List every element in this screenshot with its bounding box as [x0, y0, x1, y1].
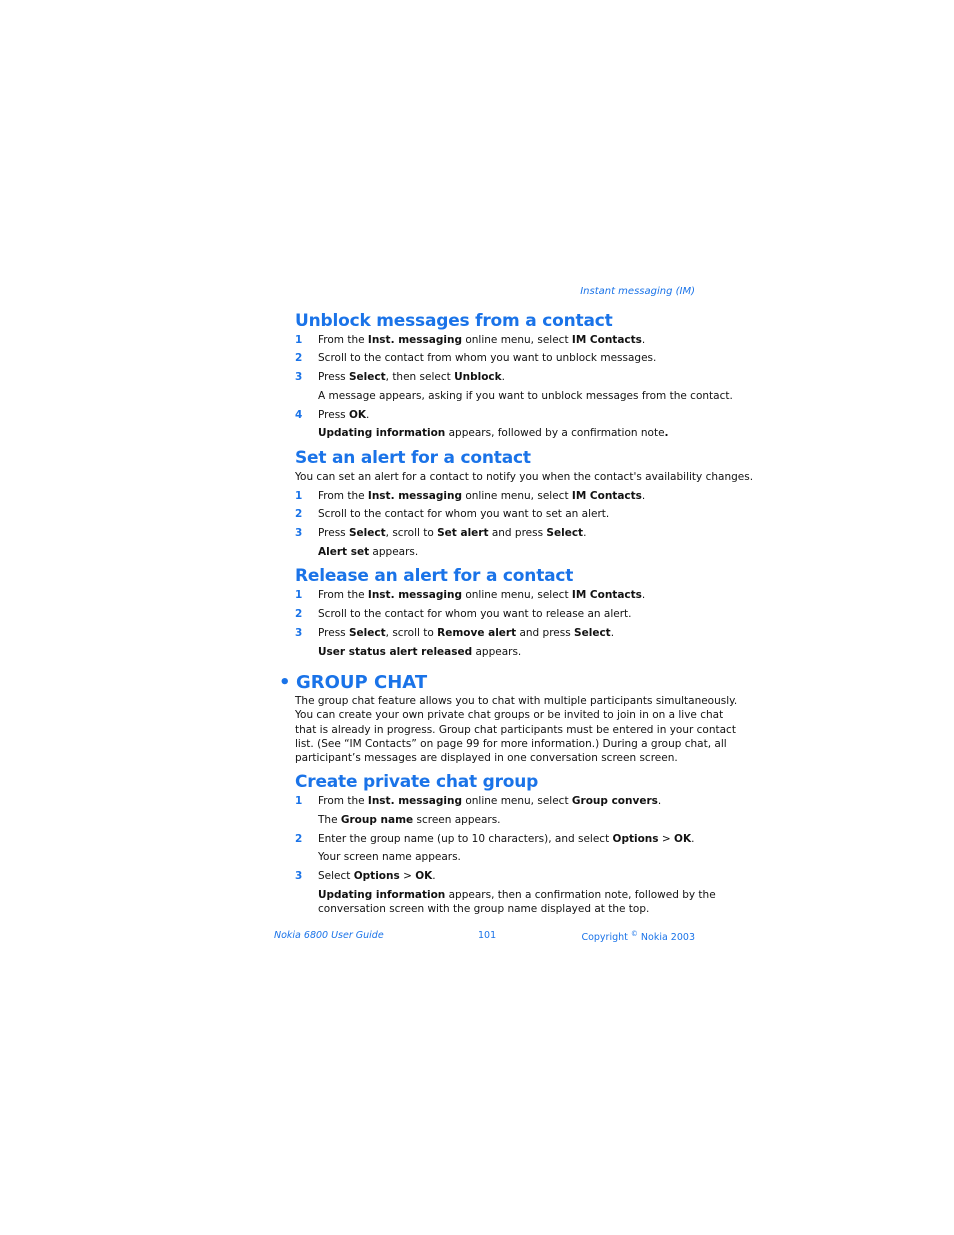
section-heading-set-alert: Set an alert for a contact — [295, 448, 531, 468]
bullet-icon: • — [279, 672, 291, 693]
step-text: From the Inst. messaging online menu, select IM Contacts. — [318, 589, 646, 601]
step-note: conversation screen with the group name displayed at the top. — [318, 903, 650, 915]
running-head: Instant messaging (IM) — [580, 286, 695, 297]
step-number: 3 — [295, 527, 303, 539]
paragraph-line: list. (See “IM Contacts” on page 99 for more information.) During a group chat, all — [295, 738, 727, 750]
step-text: Scroll to the contact for whom you want to release an alert. — [318, 608, 632, 620]
paragraph-line: You can create your own private chat groups or be invited to join in on a live chat — [295, 709, 724, 721]
step-text: Scroll to the contact from whom you want to unblock messages. — [318, 352, 657, 364]
step-text: Press Select, scroll to Set alert and press Select. — [318, 527, 587, 539]
step-text: From the Inst. messaging online menu, select IM Contacts. — [318, 490, 646, 502]
step-number: 3 — [295, 371, 303, 383]
step-text: From the Inst. messaging online menu, select IM Contacts. — [318, 334, 646, 346]
section-heading-private-group: Create private chat group — [295, 772, 539, 792]
step-text: Press Select, scroll to Remove alert and press Select. — [318, 627, 615, 639]
step-note: Your screen name appears. — [318, 851, 461, 863]
step-note: A message appears, asking if you want to unblock messages from the contact. — [318, 390, 733, 402]
paragraph-line: that is already in progress. Group chat participants must be entered in your contact — [295, 724, 736, 736]
step-number: 2 — [295, 608, 303, 620]
step-note: The Group name screen appears. — [318, 814, 501, 826]
footer-copyright: Copyright © Nokia 2003 — [581, 930, 695, 944]
step-number: 3 — [295, 627, 303, 639]
step-note: Updating information appears, then a confirmation note, followed by the — [318, 889, 716, 901]
section-heading-unblock: Unblock messages from a contact — [295, 311, 613, 331]
step-number: 2 — [295, 833, 303, 845]
section-heading-release-alert: Release an alert for a contact — [295, 566, 574, 586]
step-text: Select Options > OK. — [318, 870, 436, 882]
step-number: 1 — [295, 795, 303, 807]
step-text: From the Inst. messaging online menu, select Group convers. — [318, 795, 662, 807]
chapter-heading-group-chat: GROUP CHAT — [296, 672, 428, 693]
paragraph-line: The group chat feature allows you to chat with multiple participants simultaneously. — [295, 695, 738, 707]
paragraph-line: participant’s messages are displayed in one conversation screen screen. — [295, 752, 678, 764]
step-text: Press Select, then select Unblock. — [318, 371, 505, 383]
step-number: 2 — [295, 508, 303, 520]
step-note: Alert set appears. — [318, 546, 419, 558]
step-number: 4 — [295, 409, 303, 421]
page-number: 101 — [478, 930, 497, 941]
step-text: Enter the group name (up to 10 characters), and select Options > OK. — [318, 833, 695, 845]
footer-left: Nokia 6800 User Guide — [274, 930, 384, 941]
step-number: 3 — [295, 870, 303, 882]
section-intro: You can set an alert for a contact to notify you when the contact's availability changes. — [295, 471, 754, 483]
step-note: Updating information appears, followed by a confirmation note. — [318, 427, 669, 439]
step-number: 1 — [295, 490, 303, 502]
step-number: 1 — [295, 334, 303, 346]
step-number: 1 — [295, 589, 303, 601]
step-text: Scroll to the contact for whom you want to set an alert. — [318, 508, 610, 520]
step-note: User status alert released appears. — [318, 646, 522, 658]
step-text: Press OK. — [318, 409, 370, 421]
step-number: 2 — [295, 352, 303, 364]
